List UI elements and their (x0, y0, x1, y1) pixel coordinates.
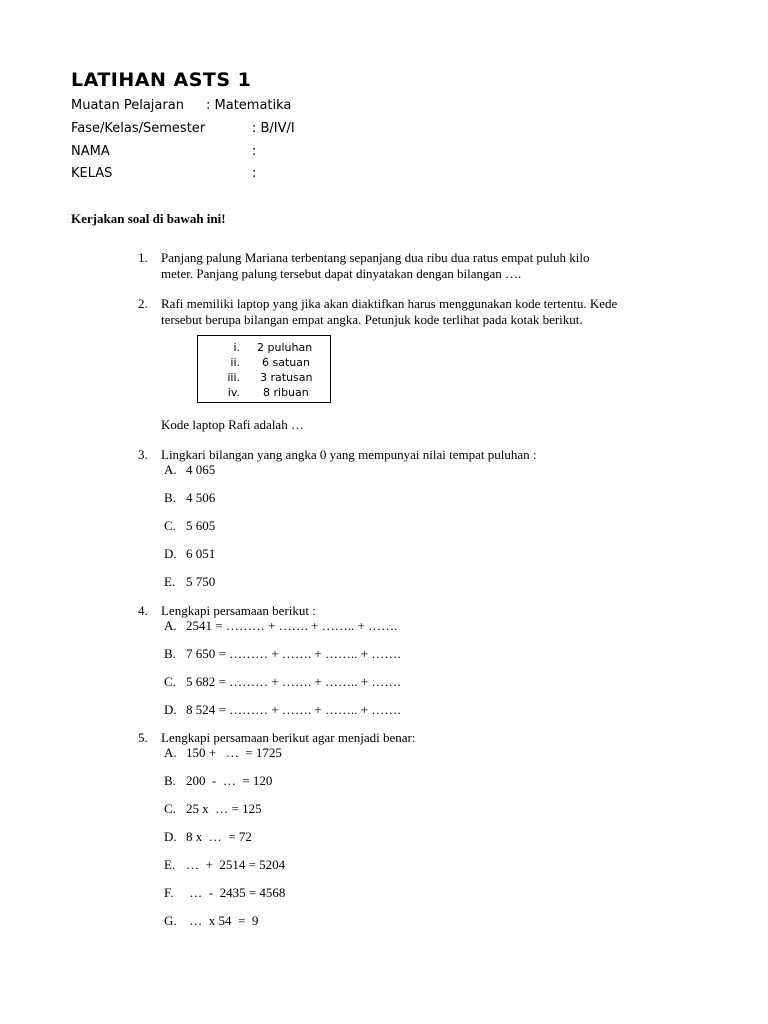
option-letter: E. (164, 574, 176, 589)
question-number: 1. (138, 250, 148, 265)
meta-value-subject: : Matematika (206, 98, 292, 113)
option-text: … - 2435 = 4568 (186, 885, 286, 900)
clue-roman: iv. (227, 386, 240, 399)
option-text: 5 682 = ……… + ……. + …….. + ……. (186, 674, 401, 689)
option-letter: D. (164, 829, 177, 844)
option-text: 2541 = ……… + ……. + …….. + ……. (186, 618, 398, 633)
option-letter: D. (164, 546, 177, 561)
clue-roman: iii. (227, 371, 240, 384)
option-letter: B. (164, 773, 176, 788)
clue-text: 2 puluhan (257, 341, 313, 354)
option-text[interactable]: 4 506 (186, 490, 216, 505)
option-letter: C. (164, 518, 176, 533)
option-letter: B. (164, 646, 176, 661)
option-text[interactable]: 5 750 (186, 574, 216, 589)
question-number: 2. (138, 296, 148, 311)
question-number: 3. (138, 447, 148, 462)
question-text: Lengkapi persamaan berikut : (161, 603, 316, 618)
option-letter: G. (164, 913, 177, 928)
option-text: 25 x … = 125 (186, 801, 262, 816)
question-number: 5. (138, 730, 148, 745)
option-text: 8 524 = ……… + ……. + …….. + ……. (186, 702, 401, 717)
clue-text: 6 satuan (262, 356, 310, 369)
option-letter: A. (164, 462, 177, 477)
question-text (161, 296, 617, 328)
question-text: Lengkapi persamaan berikut agar menjadi benar: (161, 730, 416, 745)
question-text: Lingkari bilangan yang angka 0 yang mempunyai nilai tempat puluhan : (161, 447, 537, 462)
option-text: 200 - … = 120 (186, 773, 273, 788)
option-letter: C. (164, 674, 176, 689)
option-letter: C. (164, 801, 176, 816)
option-text[interactable]: 5 605 (186, 518, 216, 533)
option-letter: A. (164, 745, 177, 760)
question-text (161, 250, 590, 282)
option-text: … x 54 = 9 (186, 913, 259, 928)
option-letter: F. (164, 885, 174, 900)
meta-label-phase: Fase/Kelas/Semester (71, 121, 206, 136)
clue-roman: ii. (230, 356, 240, 369)
question-line: meter. Panjang palung tersebut dapat dinyatakan dengan bilangan …. (161, 266, 522, 281)
option-letter: E. (164, 857, 176, 872)
meta-label-name: NAMA (71, 144, 110, 159)
meta-label-class: KELAS (71, 166, 113, 181)
option-text: 7 650 = ……… + ……. + …….. + ……. (186, 646, 401, 661)
option-text[interactable]: 6 051 (186, 546, 216, 561)
option-text: 150 + … = 1725 (186, 745, 282, 760)
question-line: Rafi memiliki laptop yang jika akan diaktifkan harus menggunakan kode tertentu. Kede (161, 296, 618, 311)
question-line: Panjang palung Mariana terbentang sepanjang dua ribu dua ratus empat puluh kilo (161, 250, 590, 265)
page-title: LATIHAN ASTS 1 (71, 69, 252, 91)
clue-roman: i. (233, 341, 240, 354)
meta-value-name: : (252, 144, 257, 159)
option-letter: A. (164, 618, 177, 633)
clue-text: 3 ratusan (260, 371, 313, 384)
option-text: 8 x … = 72 (186, 829, 252, 844)
meta-value-class: : (252, 166, 257, 181)
option-letter: D. (164, 702, 177, 717)
question-line: tersebut berupa bilangan empat angka. Petunjuk kode terlihat pada kotak berikut. (161, 312, 583, 327)
clue-text: 8 ribuan (263, 386, 309, 399)
option-text: … + 2514 = 5204 (186, 857, 286, 872)
question-follow-up: Kode laptop Rafi adalah … (161, 417, 304, 432)
clue-box (197, 335, 331, 403)
instruction: Kerjakan soal di bawah ini! (71, 211, 226, 226)
option-letter: B. (164, 490, 176, 505)
meta-value-phase: : B/IV/I (252, 121, 295, 136)
question-number: 4. (138, 603, 148, 618)
meta-label-subject: Muatan Pelajaran (71, 98, 184, 113)
option-text[interactable]: 4 065 (186, 462, 216, 477)
